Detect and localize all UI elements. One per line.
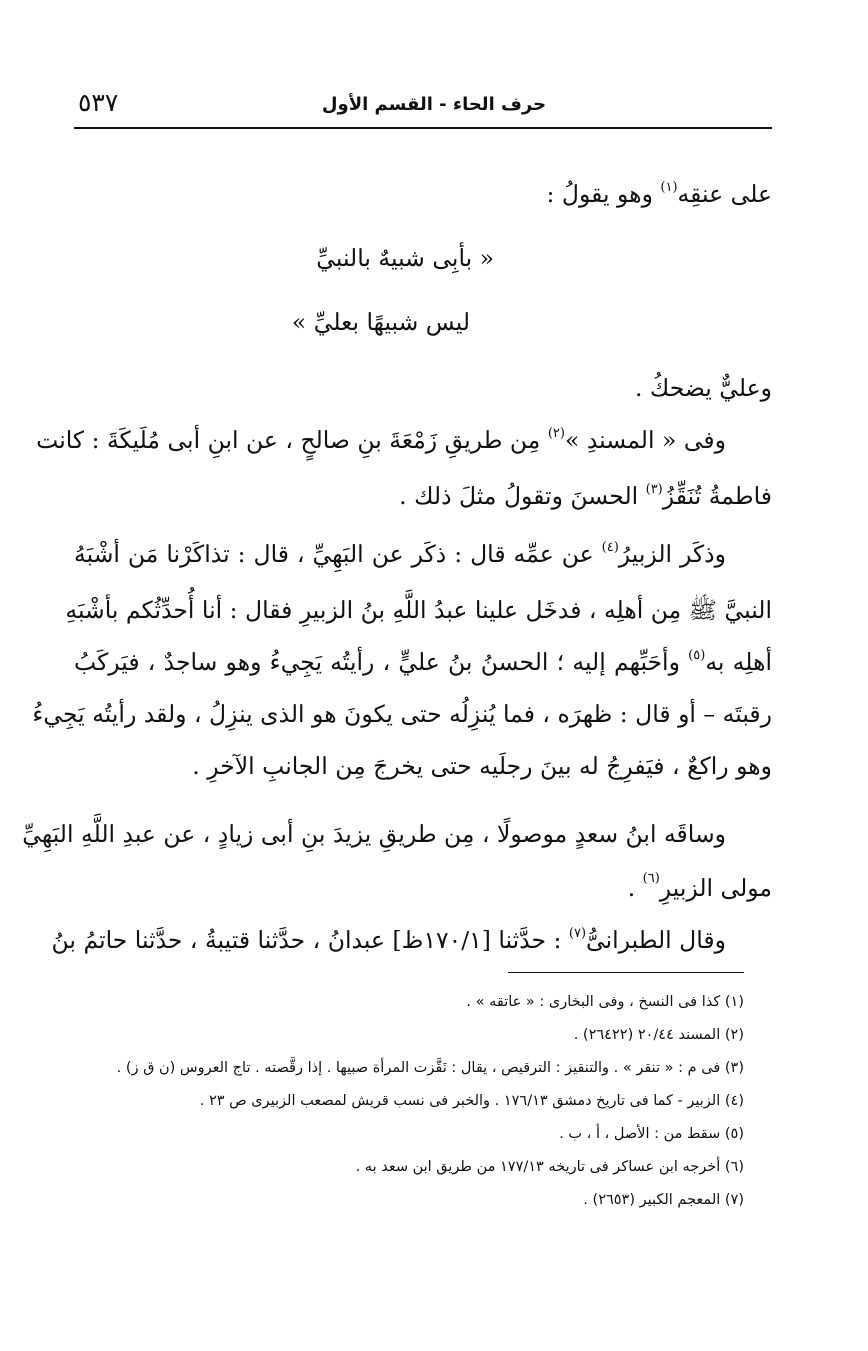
footnote-ref: (١) xyxy=(660,180,678,195)
footnote-ref: (٤) xyxy=(601,540,619,555)
verse-line: ليس شبيهًا بعليِّ » xyxy=(291,308,470,336)
text-segment: وقال الطبرانىُّ xyxy=(586,926,726,954)
footnote-ref: (٣) xyxy=(645,482,663,497)
text-segment: وفى « المسندِ » xyxy=(564,426,726,454)
verse-line: « بأبِى شبيهٌ بالنبيِّ xyxy=(316,244,494,272)
text-segment: الحسنَ وتقولُ مثلَ ذلك . xyxy=(399,482,646,510)
text-line xyxy=(51,918,726,962)
footnote-ref: (٢) xyxy=(547,426,565,441)
text-segment: : حدَّثنا [١٧٠/١ظ] عبدانُ ، حدَّثنا قتيبةُ ، حدَّثنا حاتمُ بنُ xyxy=(51,926,569,954)
main-text xyxy=(22,0,772,960)
text-line: رقبتَه – أو قال : ظهرَه ، فما يُنزِلُه حتى يكونَ هو الذى ينزِلُ ، ولقد رأيتُه يَجِيءُ xyxy=(32,700,772,728)
footnote-item: (٧) المعجم الكبير (٢٦٥٣) . xyxy=(583,1192,744,1208)
footnote-ref: (٥) xyxy=(688,648,706,663)
text-line xyxy=(74,474,772,518)
footnote-ref: (٧) xyxy=(568,926,587,941)
text-segment: . xyxy=(627,874,643,902)
footnote-item: (٥) سقط من : الأصل ، أ ، ب . xyxy=(559,1126,744,1142)
text-segment: مِن طريقِ زَمْعَةَ بنِ صالحٍ ، عن ابنِ أبى مُلَيكَةَ : كانت xyxy=(36,426,548,454)
text-line: وعليٌّ يضحكُ . xyxy=(634,374,772,402)
text-segment: عن عمِّه قال : ذكَر عن البَهِيِّ ، قال : تذاكَرْنا مَن أشْبَهُ xyxy=(74,540,602,568)
text-segment: وذكَر الزبيرُ xyxy=(618,540,726,568)
text-line xyxy=(74,866,772,910)
running-head-title: حرف الحاء - القسم الأول xyxy=(321,94,547,115)
footnote-item: (٤) الزبير - كما فى تاريخ دمشق ١٧٦/١٣ . والخبر فى نسب قريش لمصعب الزبيرى ص ٢٣ . xyxy=(199,1093,744,1109)
page-number: ٥٣٧ xyxy=(78,88,119,117)
footnote-separator xyxy=(508,972,744,973)
text-line xyxy=(74,172,772,216)
footnote-item: (١) كذا فى النسخ ، وفى البخارى : « عاتقه » . xyxy=(466,994,744,1010)
footnote-ref: (٦) xyxy=(642,871,660,886)
text-segment: أهلِه به xyxy=(705,648,772,676)
text-line: وهو راكعٌ ، فيَفرِجُ له بينَ رجلَيه حتى يخرجَ مِن الجانبِ الآخرِ . xyxy=(192,752,772,780)
footnote-item: (٣) فى م : « تنقر » . والتنقيز : الترقيص ، يقال : نَقَّزت المرأة صبيها . إذا رقَّصته . تاج العروس (ن ق ز) . xyxy=(116,1060,744,1076)
text-segment: على عنقِه xyxy=(677,180,772,208)
text-line xyxy=(36,418,726,462)
footnote-item: (٢) المسند ٢٠/٤٤ (٢٦٤٢٢) . xyxy=(573,1027,744,1043)
text-line xyxy=(74,640,772,684)
text-line: النبيَّ ﷺ مِن أهلِه ، فدخَل علينا عبدُ اللَّهِ بنُ الزبيرِ فقال : أنا أُحدِّثُكم بأشْبَهِ xyxy=(65,596,772,624)
text-line xyxy=(74,532,726,576)
text-segment: وهو يقولُ : xyxy=(546,180,661,208)
text-segment: وأحَبِّهم إليه ؛ الحسنُ بنُ عليٍّ ، رأيتُه يَجِيءُ وهو ساجدٌ ، فيَركَبُ xyxy=(74,648,689,676)
text-segment: مولى الزبيرِ xyxy=(659,874,772,902)
text-segment: فاطمةُ تُنَقِّزُ xyxy=(662,482,772,510)
text-line: وساقَه ابنُ سعدٍ موصولًا ، مِن طريقِ يزيدَ بنِ أبى زيادٍ ، عن عبدِ اللَّهِ البَهِيِّ xyxy=(22,820,726,848)
footnote-item: (٦) أخرجه ابن عساكر فى تاريخه ١٧٧/١٣ من طريق ابن سعد به . xyxy=(355,1159,744,1175)
